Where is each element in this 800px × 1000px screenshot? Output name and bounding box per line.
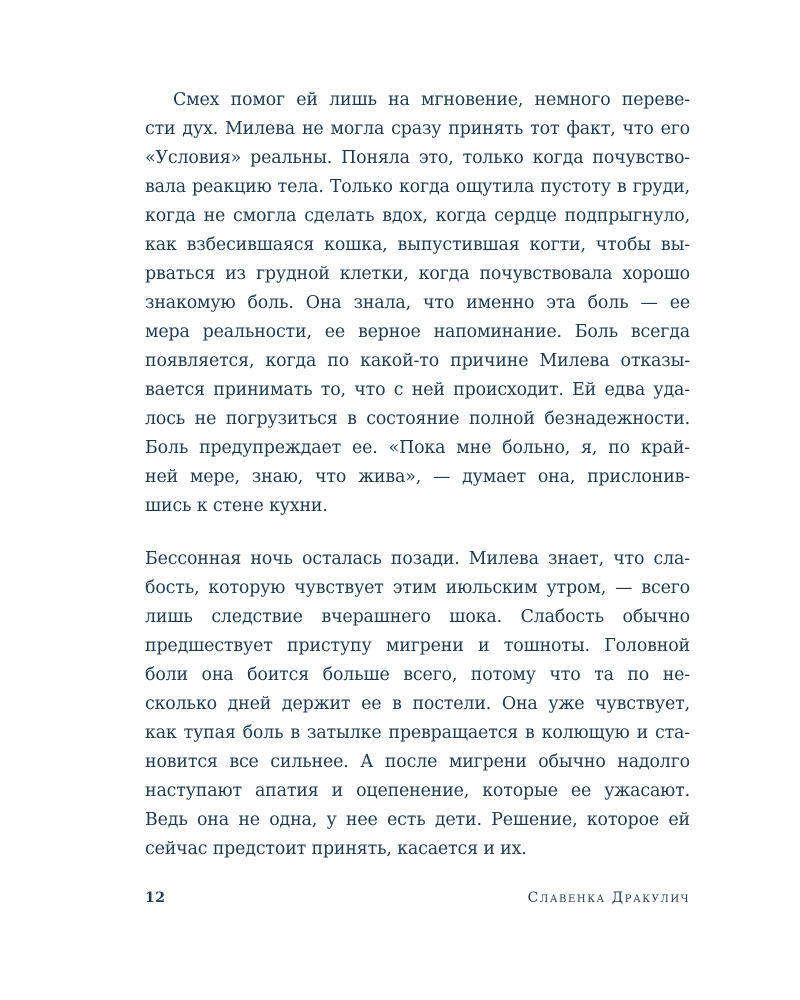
text-line: вается принимать то, что с ней происходит. Ей едва уда- [145, 380, 690, 400]
page-number: 12 [145, 890, 166, 906]
text-line: появляется, когда по какой-то причине Милева отказы- [145, 351, 690, 371]
text-line: мера реальности, ее верное напоминание. Боль всегда [145, 322, 690, 342]
text-line: боли она боится больше всего, потому что та по не- [145, 665, 690, 685]
text-line: сколько дней держит ее в постели. Она уже чувствует, [145, 694, 690, 714]
page-footer [145, 890, 690, 914]
text-line: лишь следствие вчерашнего шока. Слабость обычно [145, 607, 690, 627]
text-line: новится все сильнее. А после мигрени обычно надолго [145, 752, 690, 772]
text-line: как тупая боль в затылке превращается в колющую и ста- [145, 723, 690, 743]
text-line: знакомую боль. Она знала, что именно эта боль — ее [145, 293, 690, 313]
text-line: «Условия» реальны. Поняла это, только когда почувство- [145, 148, 690, 168]
text-line: как взбесившаяся кошка, выпустившая когти, чтобы вы- [145, 235, 690, 255]
text-line: наступают апатия и оцепенение, которые ее ужасают. [145, 781, 690, 801]
text-line: сти дух. Милева не могла сразу принять тот факт, что его [145, 119, 690, 139]
text-line: шись к стене кухни. [145, 496, 328, 516]
running-head-author: Славенка Дракулич [527, 890, 690, 906]
text-line: Ведь она не одна, у нее есть дети. Решение, которое ей [145, 810, 690, 830]
text-line: предшествует приступу мигрени и тошноты. Головной [145, 636, 690, 656]
text-line: Смех помог ей лишь на мгновение, немного переве- [173, 90, 690, 110]
text-line: бость, которую чувствует этим июльским утром, — всего [145, 578, 690, 598]
text-line: вала реакцию тела. Только когда ощутила пустоту в груди, [145, 177, 690, 197]
text-line: когда не смогла сделать вдох, когда сердце подпрыгнуло, [145, 206, 690, 226]
text-line: Бессонная ночь осталась позади. Милева знает, что сла- [145, 549, 690, 569]
paragraph-2 [145, 545, 690, 864]
text-line: лось не погрузиться в состояние полной безнадежности. [145, 409, 690, 429]
text-line: сейчас предстоит принять, касается и их. [145, 839, 527, 859]
text-line: ней мере, знаю, что жива», — думает она, прислонив- [145, 467, 690, 487]
text-line: Боль предупреждает ее. «Пока мне больно, я, по край- [145, 438, 690, 458]
text-line: рваться из грудной клетки, когда почувствовала хорошо [145, 264, 690, 284]
paragraph-1 [145, 86, 690, 521]
